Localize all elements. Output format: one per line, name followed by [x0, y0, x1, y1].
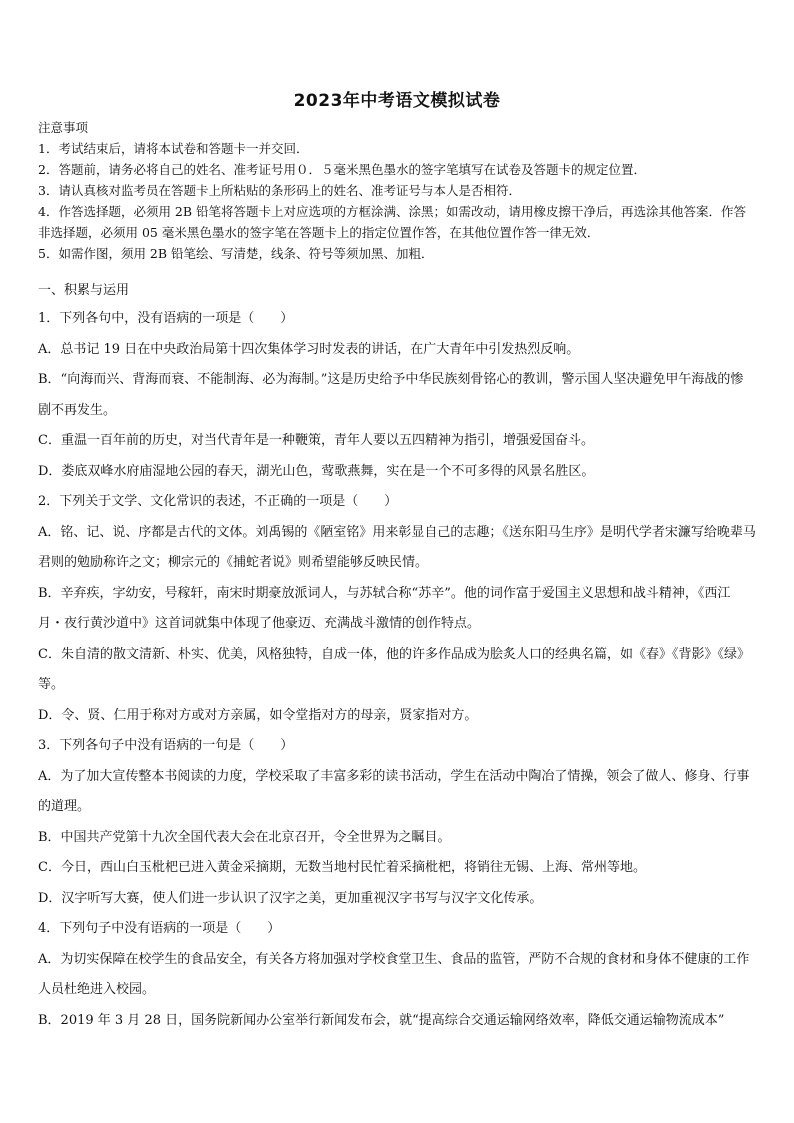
question-option: D．汉字听写大赛，使人们进一步认识了汉字之美，更加重视汉字书写与汉字文化传承。	[38, 890, 543, 906]
question-option: D．娄底双峰水府庙湿地公园的春天，湖光山色，莺歌燕舞，实在是一个不可多得的风景名胜区。	[38, 463, 595, 479]
notice-item: 1．考试结束后，请将本试卷和答题卡一并交回．	[38, 141, 309, 156]
question-option: B．辛弃疾，字幼安，号稼轩，南宋时期豪放派词人，与苏轼合称“苏辛”。他的词作富于爱国主义思想和战斗精神，《西江月・夜行黄沙道中》这首词就集中体现了他豪迈、充满战斗激情的创作特点。	[38, 585, 731, 631]
question-option: A．为切实保障在校学生的食品安全，有关各方将加强对学校食堂卫生、食品的监管，严防不合规的食材和身体不健康的工作人员杜绝进入校园。	[38, 951, 750, 997]
question-option: B．2019 年 3 月 28 日，国务院新闻办公室举行新闻发布会，就“提高综合交通运输网络效率，降低交通运输物流成本”	[38, 1012, 725, 1028]
question-option: C．重温一百年前的历史，对当代青年是一种鞭策，青年人要以五四精神为指引，增强爱国奋斗。	[38, 433, 594, 448]
question-option: B．中国共产党第十九次全国代表大会在北京召开，令全世界为之瞩目。	[38, 829, 451, 845]
question-option: B．“向海而兴、背海而衰、不能制海、必为海制。”这是历史给予中华民族刻骨铭心的教训，警示国人坚决避免甲午海战的惨剧不再发生。	[38, 372, 744, 418]
notice-item: 3．请认真核对监考员在答题卡上所粘贴的条形码上的姓名、准考证号与本人是否相符．	[38, 183, 521, 198]
notice-item: 4．作答选择题，必须用 2B 铅笔将答题卡上对应选项的方框涂满、涂黑；如需改动，请用橡皮擦干净后，再选涂其他答案．作答非选择题，必须用 05 毫米黑色墨水的签字笔在答题卡上的指定位置作答，在其他位置作答一律无效．	[38, 204, 747, 240]
page-title: 2023年中考语文模拟试卷	[293, 91, 501, 111]
notice-block	[38, 117, 756, 264]
question-option: C．今日，西山白玉枇杷已进入黄金采摘期，无数当地村民忙着采摘枇杷，将销往无锡、上海、常州等地。	[38, 860, 646, 875]
question-stem: 2．下列关于文学、文化常识的表述，不正确的一项是（ ）	[38, 494, 398, 509]
question-option: C．朱自清的散文清新、朴实、优美，风格独特，自成一体，他的许多作品成为脍炙人口的经典名篇，如《春》《背影》《绿》等。	[38, 646, 750, 692]
notice-item: 5．如需作图，须用 2B 铅笔绘、写清楚，线条、符号等须加黑、加粗．	[38, 246, 434, 261]
question-stem: 3．下列各句子中没有语病的一句是（ ）	[38, 738, 294, 753]
question-option: A．铭、记、说、序都是古代的文体。刘禹锡的《陋室铭》用来彰显自己的志趣；《送东阳马生序》是明代学者宋濂写给晚辈马君则的勉励称许之文；柳宗元的《捕蛇者说》则希望能够反映民情。	[38, 524, 756, 570]
question-stem: 4．下列句子中没有语病的一项是（ ）	[38, 921, 281, 936]
question-option: A．为了加大宣传整本书阅读的力度，学校采取了丰富多彩的读书活动，学生在活动中陶冶了情操，领会了做人、修身、行事的道理。	[38, 768, 750, 814]
notice-heading: 注意事项	[38, 120, 89, 135]
question-option: D．令、贤、仁用于称对方或对方亲属，如令堂指对方的母亲，贤家指对方。	[38, 707, 478, 723]
notice-item: 2．答题前，请务必将自己的姓名、准考证号用０．５毫米黑色墨水的签字笔填写在试卷及答题卡的规定位置．	[38, 162, 646, 177]
question-stem: 1．下列各句中，没有语病的一项是（ ）	[38, 311, 294, 326]
section-heading: 一、积累与运用	[38, 283, 130, 298]
question-option: A．总书记 19 日在中央政治局第十四次集体学习时发表的讲话，在广大青年中引发热烈反响。	[38, 341, 580, 357]
questions	[38, 304, 756, 1036]
